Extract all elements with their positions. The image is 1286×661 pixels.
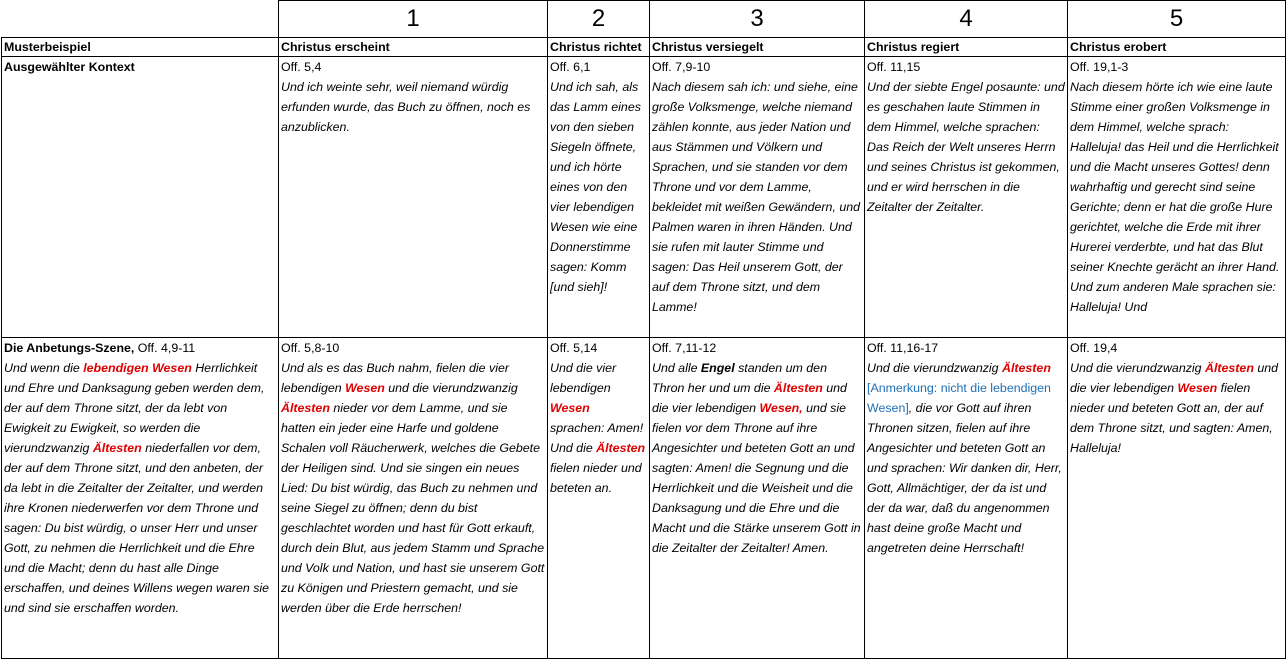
context-cell-3	[650, 57, 865, 338]
verse-ref: Off. 11,15	[867, 60, 921, 74]
highlight-word: Wesen	[345, 381, 385, 395]
verse-ref: Off. 7,9-10	[652, 60, 711, 74]
column-number-4: 4	[865, 1, 1068, 38]
header-label: Musterbeispiel	[2, 38, 279, 57]
verse-text: Und alle Engel standen um den Thron her und um die Ältesten und die vier lebendigen Wesen, und sie fielen vor dem Throne auf ihre Angesichter und beteten Gott an und sagten: Amen! die Segnung und die Herrlichkeit und die Weisheit und die Danksagung und die Ehre und die Macht und die Stärke unserem Gott in die Zeitalter der Zeitalter! Amen.	[652, 361, 861, 555]
context-cell-5	[1068, 57, 1286, 338]
column-number-3: 3	[650, 1, 865, 38]
highlight-word: Ältesten	[92, 441, 142, 455]
worship-cell-3	[650, 338, 865, 659]
verse-ref: Off. 6,1	[550, 60, 591, 74]
comparison-table	[1, 0, 1286, 659]
verse-ref: Off. 7,11-12	[652, 341, 717, 355]
highlight-word: Ältesten	[1205, 361, 1254, 375]
highlight-word: Ältesten	[1002, 361, 1051, 375]
highlight-word: lebendigen Wesen	[83, 361, 192, 375]
annotation-note: [Anmerkung: nicht die lebendigen Wesen]	[867, 381, 1051, 415]
context-cell-2	[548, 57, 650, 338]
context-cell-1	[279, 57, 548, 338]
bold-word: Engel	[700, 361, 735, 375]
highlight-word: Wesen	[1177, 381, 1218, 395]
worship-label-ref: Off. 4,9-11	[137, 341, 196, 355]
column-number-row	[2, 1, 1286, 38]
verse-text: Nach diesem hörte ich wie eine laute Stimme einer großen Volksmenge in dem Himmel, welche sprach: Halleluja! das Heil und die Herrlichkeit und die Macht unseres Gottes! denn wahrhaftig und gerecht sind seine Gerichte; denn er hat die große Hure gerichtet, welche die Erde mit ihrer Hurerei verderbte, und hat das Blut seiner Knechte gerächt an ihrer Hand. Und zum anderen Male sprachen sie: Halleluja! Und	[1070, 80, 1280, 314]
worship-row-label	[2, 338, 279, 659]
header-col-4: Christus regiert	[865, 38, 1068, 57]
column-number-5: 5	[1068, 1, 1286, 38]
worship-cell-5	[1068, 338, 1286, 659]
verse-text: Und ich weinte sehr, weil niemand würdig erfunden wurde, das Buch zu öffnen, noch es anzublicken.	[281, 80, 531, 134]
header-col-3: Christus versiegelt	[650, 38, 865, 57]
verse-text: Und wenn die lebendigen Wesen Herrlichkeit und Ehre und Danksagung geben werden dem, der auf dem Throne sitzt, der da lebt von Ewigkeit zu Ewigkeit, so werden die vierundzwanzig Ältesten niederfallen vor dem, der auf dem Throne sitzt, und den anbeten, der da lebt in die Zeitalter der Zeitalter, und werden ihre Kronen niederwerfen vor dem Throne und sagen: Du bist würdig, o unser Herr und unser Gott, zu nehmen die Herrlichkeit und die Ehre und die Macht; denn du hast alle Dinge erschaffen, und deines Willens wegen waren sie und sind sie erschaffen worden.	[4, 361, 270, 615]
verse-text: Nach diesem sah ich: und siehe, eine große Volksmenge, welche niemand zählen konnte, aus jeder Nation und aus Stämmen und Völkern und Sprachen, und sie standen vor dem Throne und vor dem Lamme, bekleidet mit weißen Gewändern, und Palmen waren in ihren Händen. Und sie rufen mit lauter Stimme und sagen: Das Heil unserem Gott, der auf dem Throne sitzt, und dem Lamme!	[652, 80, 861, 314]
verse-text: Und ich sah, als das Lamm eines von den sieben Siegeln öffnete, und ich hörte eines von den vier lebendigen Wesen wie eine Donnerstimme sagen: Komm [und sieh]!	[550, 80, 641, 294]
header-col-2: Christus richtet	[548, 38, 650, 57]
highlight-word: Ältesten	[281, 401, 330, 415]
column-number-2: 2	[548, 1, 650, 38]
verse-ref: Off. 5,4	[281, 60, 322, 74]
verse-text: Und der siebte Engel posaunte: und es geschahen laute Stimmen in dem Himmel, welche sprachen: Das Reich der Welt unseres Herrn und seines Christus ist gekommen, und er wird herrschen in die Zeitalter der Zeitalter.	[867, 80, 1065, 214]
verse-ref: Off. 5,14	[550, 341, 598, 355]
context-row-label	[2, 57, 279, 338]
context-row	[2, 57, 1286, 338]
verse-ref: Off. 5,8-10	[281, 341, 340, 355]
header-row	[2, 38, 1286, 57]
context-cell-4	[865, 57, 1068, 338]
highlight-word: Wesen	[550, 401, 590, 415]
verse-text: Und als es das Buch nahm, fielen die vier lebendigen Wesen und die vierundzwanzig Ältesten nieder vor dem Lamme, und sie hatten ein jeder eine Harfe und goldene Schalen voll Räucherwerk, welches die Gebete der Heiligen sind. Und sie singen ein neues Lied: Du bist würdig, das Buch zu nehmen und seine Siegel zu öffnen; denn du bist geschlachtet worden und hast für Gott erkauft, durch dein Blut, aus jedem Stamm und Sprache und Volk und Nation, und hast sie unserem Gott zu Königen und Priestern gemacht, und sie werden über die Erde herrschen!	[281, 361, 545, 615]
verse-ref: Off. 19,1-3	[1070, 60, 1129, 74]
verse-text: Und die vierundzwanzig Ältesten [Anmerkung: nicht die lebendigen Wesen], die vor Gott auf ihren Thronen sitzen, fielen auf ihre Angesichter und beteten Gott an und sprachen: Wir danken dir, Herr, Gott, Allmächtiger, der da ist und der da war, daß du angenommen hast deine große Macht und angetreten deine Herrschaft!	[867, 361, 1062, 555]
corner-cell	[2, 1, 279, 38]
worship-row	[2, 338, 1286, 659]
verse-ref: Off. 11,16-17	[867, 341, 939, 355]
verse-text: Und die vierundzwanzig Ältesten und die vier lebendigen Wesen fielen nieder und beteten Gott an, der auf dem Throne sitzt, und sagten: Amen, Halleluja!	[1070, 361, 1279, 455]
worship-label: Die Anbetungs-Szene,	[4, 341, 135, 355]
verse-text: Und die vier lebendigen Wesen sprachen: Amen! Und die Ältesten fielen nieder und beteten an.	[550, 361, 646, 495]
column-number-1: 1	[279, 1, 548, 38]
worship-cell-2	[548, 338, 650, 659]
worship-cell-4	[865, 338, 1068, 659]
verse-ref: Off. 19,4	[1070, 341, 1118, 355]
header-col-5: Christus erobert	[1068, 38, 1286, 57]
header-col-1: Christus erscheint	[279, 38, 548, 57]
worship-cell-1	[279, 338, 548, 659]
highlight-word: Ältesten	[596, 441, 646, 455]
highlight-word: Wesen,	[759, 401, 803, 415]
context-label: Ausgewählter Kontext	[4, 60, 135, 74]
highlight-word: Ältesten	[773, 381, 823, 395]
